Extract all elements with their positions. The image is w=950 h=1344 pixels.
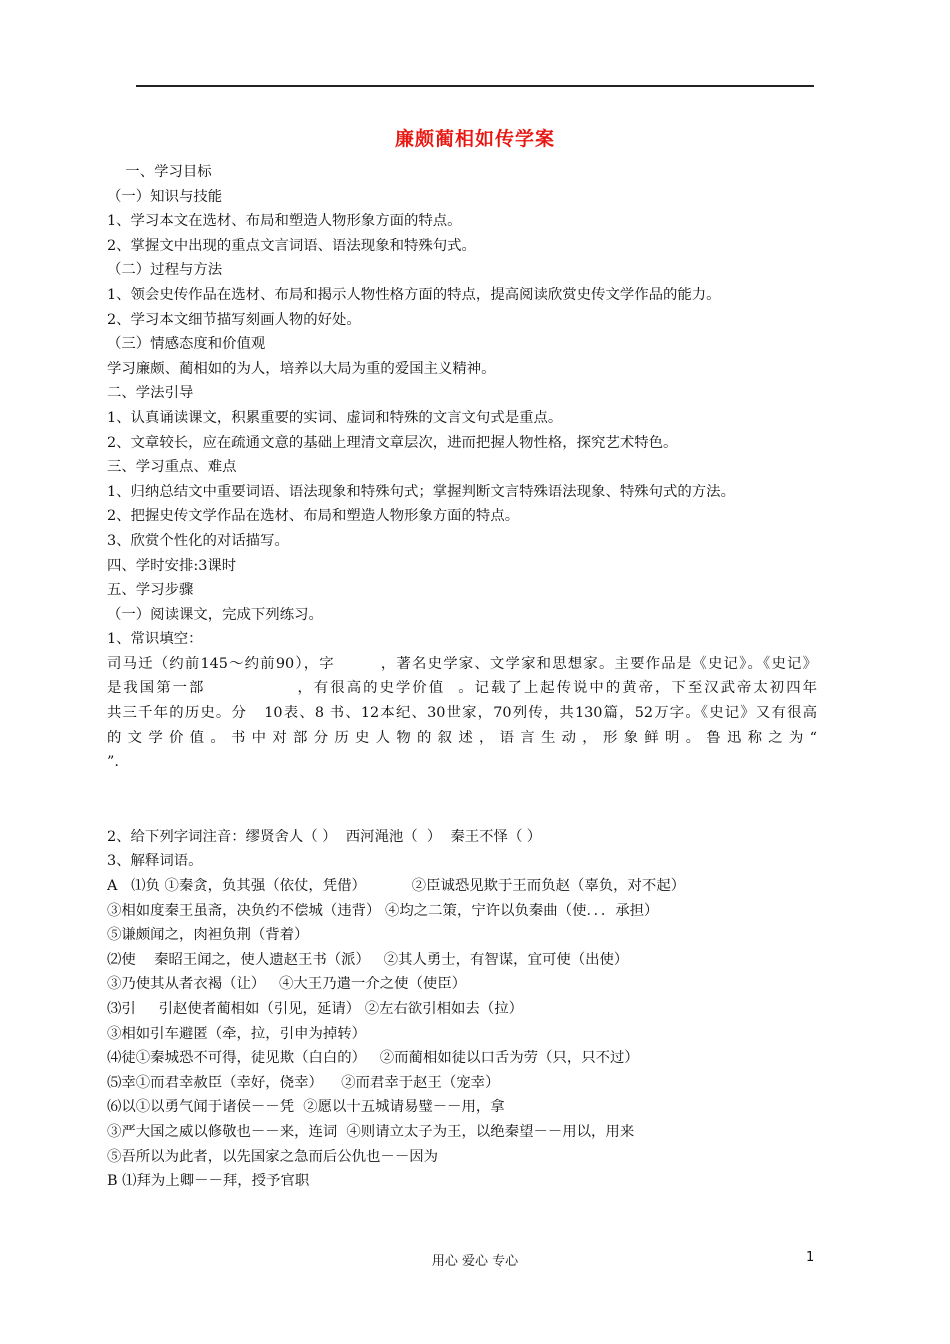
paragraph-line: 是我国第一部 ，有很高的史学价值 。记载了上起传说中的黄帝，下至汉武帝太初四年 [107, 680, 817, 697]
blank-gap [107, 775, 817, 825]
text-line: ⑹以①以勇气闻于诸侯－－凭 ②愿以十五城请易璧－－用，拿 [107, 1099, 505, 1116]
text-line: ⑤谦颇闻之，肉袒负荆（背着） [107, 927, 309, 944]
text-line: 1、认真诵读课文，积累重要的实词、虚词和特殊的文言文句式是重点。 [107, 409, 563, 426]
text-line: 五、学习步骤 [107, 582, 194, 599]
text-line: ⑸幸①而君幸赦臣（幸好，侥幸） ②而君幸于赵王（宠幸） [107, 1074, 500, 1091]
text-line: ③严大国之威以修敬也－－来，连词 ④则请立太子为王，以绝秦望－－用以，用来 [107, 1123, 635, 1140]
page-number: 1 [806, 1250, 815, 1265]
text-line: 2、学习本文细节描写刻画人物的好处。 [107, 311, 361, 328]
footer-text: 用心 爱心 专心 [431, 1254, 519, 1269]
common-knowledge-paragraph [107, 652, 817, 775]
text-line: （一）阅读课文，完成下列练习。 [107, 606, 323, 623]
text-line: ③乃使其从者衣褐（让） ④大王乃遣一介之使（使臣） [107, 976, 467, 993]
paragraph-line: 共三千年的历史。分 10表、8 书、12本纪、30世家，70列传，共130篇，52万字。《史记》又有很高 [107, 705, 817, 722]
document-body [107, 160, 817, 1194]
text-line: 1、学习本文在选材、布局和塑造人物形象方面的特点。 [107, 213, 462, 230]
text-line: （一）知识与技能 [107, 188, 223, 205]
text-line: （二）过程与方法 [107, 262, 223, 279]
text-line: 2、掌握文中出现的重点文言词语、语法现象和特殊句式。 [107, 237, 476, 254]
text-line: 二、学法引导 [107, 385, 194, 402]
text-line: ③相如度秦王虽斋，决负约不偿城（违背） ④均之二策，宁许以负秦曲（使．．．承担） [107, 902, 659, 919]
text-line: A ⑴负 ①秦贪，负其强（依仗，凭借） ②臣诚恐见欺于王而负赵（辜负，对不起） [107, 878, 686, 895]
paragraph-line: 司马迁（约前145～约前90），字 ，著名史学家、文学家和思想家。主要作品是《史记》。《史记》 [107, 655, 817, 672]
paragraph-line: ”. [107, 754, 119, 771]
text-line: 1、领会史传作品在选材、布局和揭示人物性格方面的特点，提高阅读欣赏史传文学作品的能力。 [107, 286, 721, 303]
study-goals-section [107, 160, 817, 652]
text-line: B ⑴拜为上卿－－拜，授予官职 [107, 1173, 310, 1190]
text-line: 3、欣赏个性化的对话描写。 [107, 532, 289, 549]
text-line: ③相如引车避匿（牵，拉，引申为掉转） [107, 1025, 367, 1042]
text-line: 四、学时安排:3课时 [107, 557, 237, 574]
text-line: 三、学习重点、难点 [107, 459, 237, 476]
text-line: （三）情感态度和价值观 [107, 336, 266, 353]
paragraph-line: 的文学价值。书中对部分历史人物的叙述，语言生动，形象鲜明。鲁迅称之为“ [107, 729, 817, 746]
header-rule [136, 85, 814, 87]
text-line: 1、归纳总结文中重要词语、语法现象和特殊句式；掌握判断文言特殊语法现象、特殊句式的方法。 [107, 483, 735, 500]
text-line: 2、给下列字词注音：缪贤舍人（ ） 西河渑池（ ） 秦王不怿（ ） [107, 828, 542, 845]
text-line: ⑶引 引赵使者蔺相如（引见，延请） ②左右欲引相如去（拉） [107, 1001, 523, 1017]
text-line: ⑤吾所以为此者，以先国家之急而后公仇也－－因为 [107, 1148, 438, 1165]
text-line: 1、常识填空： [107, 631, 203, 648]
text-line: ⑷徒①秦城恐不可得，徒见欺（白白的） ②而蔺相如徒以口舌为劳（只，只不过） [107, 1050, 639, 1067]
text-line: ⑵使 秦昭王闻之，使人遗赵王书（派） ②其人勇士，有智谋，宜可使（出使） [107, 951, 629, 968]
text-line: 学习廉颇、蔺相如的为人，培养以大局为重的爱国主义精神。 [107, 360, 496, 377]
exercise-section [107, 825, 817, 1194]
text-line: 一、学习目标 [107, 164, 212, 180]
text-line: 3、解释词语。 [107, 853, 203, 870]
text-line: 2、把握史传文学作品在选材、布局和塑造人物形象方面的特点。 [107, 508, 520, 525]
text-line: 2、文章较长，应在疏通文意的基础上理清文章层次，进而把握人物性格，探究艺术特色。 [107, 434, 678, 451]
document-title: 廉颇蔺相如传学案 [394, 128, 555, 150]
